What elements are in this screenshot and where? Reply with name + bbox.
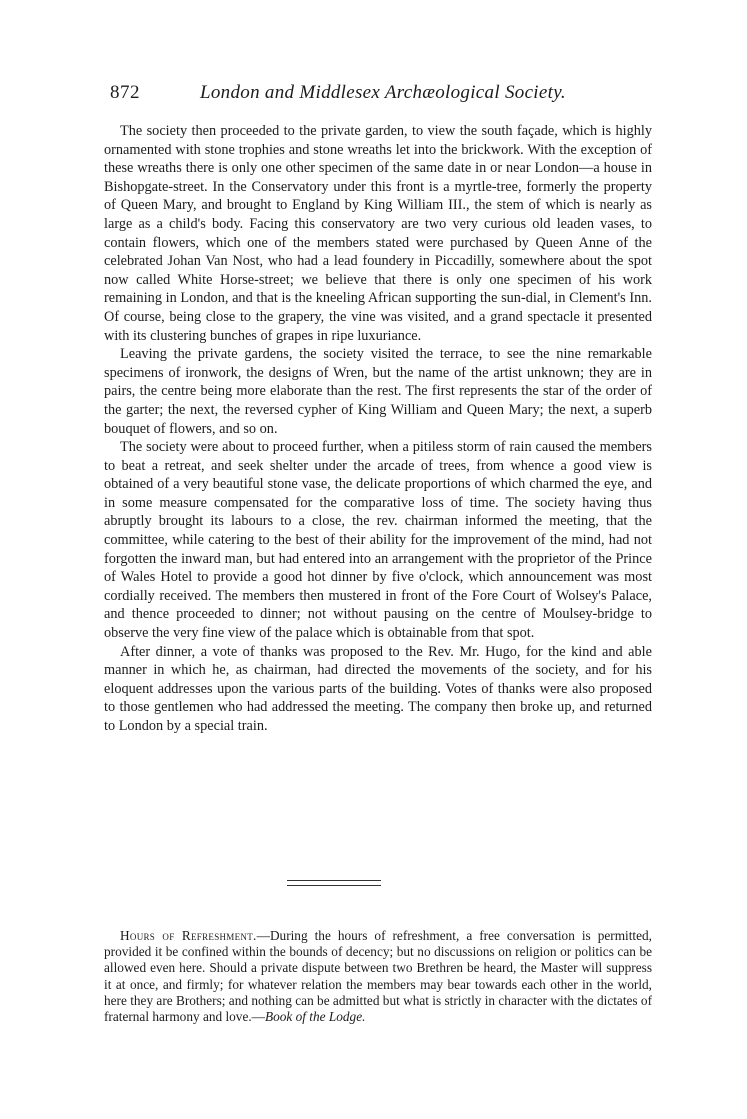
paragraph-garden: The society then proceeded to the private garden, to view the south façade, which is highly ornamented with stone trophies and stone wreaths let into the brickwork. With the exception of these wreaths there is only one other specimen of the same date in or near London—a house in Bishopgate-street. In the Conservatory under this front is a myrtle-tree, formerly the property of Queen Mary, and brought to England by King William III., the stem of which is nearly as large as a child's body. Facing this conservatory are two very curious old leaden vases, to contain flowers, which one of the members stated were purchased by Queen Anne of the celebrated Johan Van Nost, who had a lead foundery in Piccadilly, somewhere about the spot now called White Horse-street; we believe that there is only one specimen of his work remaining in London, and that is the kneeling African supporting the sun-dial, in Clement's Inn. Of course, being close to the grapery, the vine was visited, and a grand spectacle it presented with its clustering bunches of grapes in ripe luxuriance.: [104, 123, 652, 344]
section-divider: [287, 880, 381, 886]
footnote: [104, 928, 652, 1025]
page-number: 872: [110, 82, 140, 103]
footnote-source: Book of the Lodge.: [264, 1009, 366, 1025]
running-head: [110, 82, 650, 110]
paragraph-terrace: Leaving the private gardens, the society visited the terrace, to see the nine remarkable specimens of ironwork, the designs of Wren, but the name of the artist unknown; they are in pairs, the centre being more elaborate than the rest. The first represents the star of the order of the garter; the next, the reversed cypher of King William and Queen Mary; the next, a superb bouquet of flowers, and so on.: [104, 346, 652, 437]
running-title: London and Middlesex Archæological Society.: [200, 82, 566, 103]
footnote-text: —During the hours of refreshment, a free conversation is permitted, provided it be confined within the bounds of decency; but no discussions on religion or politics can be allowed even here. Should a private dispute between two Brethren be heard, the Master will suppress it at once, and firmly; for whatever relation the members may bear towards each other in the world, here they are Brothers; and nothing can be admitted but what is strictly in character with the dictates of fraternal harmony and love.—: [104, 928, 653, 1025]
footnote-heading: Hours of Refreshment.: [120, 928, 257, 943]
paragraph-storm: The society were about to proceed further, when a pitiless storm of rain caused the members to beat a retreat, and seek shelter under the arcade of trees, from whence a good view is obtained of a very beautiful stone vase, the delicate proportions of which charmed the eye, and in some measure compensated for the comparative loss of time. The society having thus abruptly brought its labours to a close, the rev. chairman informed the meeting, that the committee, while catering to the best of their ability for the improvement of the mind, had not forgotten the inward man, but had entered into an arrangement with the proprietor of the Prince of Wales Hotel to provide a good hot dinner by five o'clock, which announcement was most cordially received. The members then mustered in front of the Fore Court of Wolsey's Palace, and thence proceeded to dinner; not without pausing on the centre of Moulsey-bridge to observe the very fine view of the palace which is obtainable from that spot.: [104, 439, 652, 642]
paragraph-dinner: After dinner, a vote of thanks was proposed to the Rev. Mr. Hugo, for the kind and able manner in which he, as chairman, had directed the movements of the society, and for his eloquent addresses upon the various parts of the building. Votes of thanks were also proposed to those gentlemen who had addressed the meeting. The company then broke up, and returned to London by a special train.: [104, 643, 652, 734]
article-body: [104, 122, 652, 736]
